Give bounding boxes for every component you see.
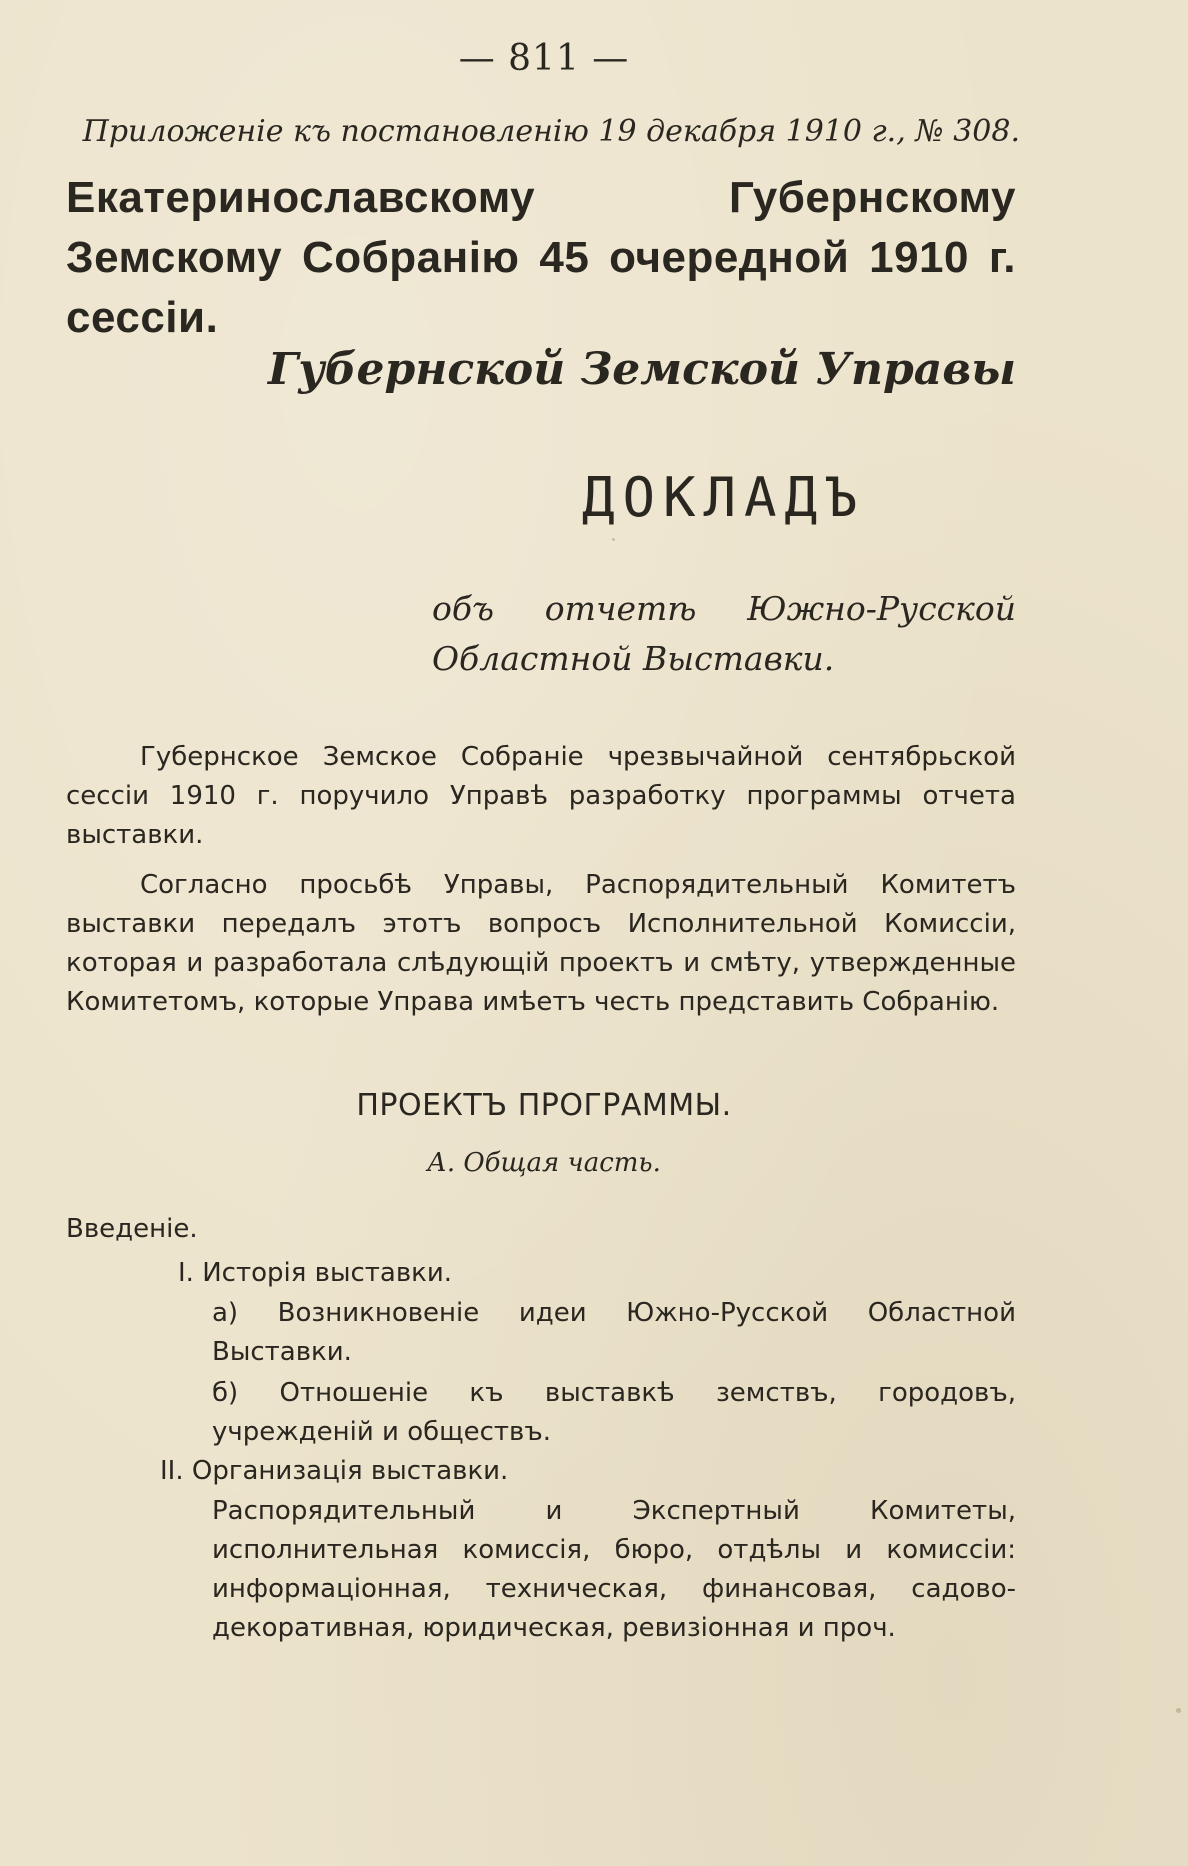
addressee-heading: Екатеринославскому Губернскому Земскому Собранiю 45 очередной 1910 г. сессiи. <box>66 173 1016 342</box>
paper-speck <box>612 538 615 541</box>
section-heading: ПРОЕКТЪ ПРОГРАММЫ. <box>356 1088 732 1123</box>
outline-item-2-text: Распорядительный и Экспертный Комитеты, исполнительная комиссiя, бюро, отдѣлы и комиссiи: информацiонная, техническая, финансовая, садово-декоративная, юридическая, ревизiонная и проч. <box>212 1496 1016 1643</box>
page-number: — 811 — <box>458 38 630 79</box>
subsection-heading: А. Общая часть. <box>427 1148 661 1178</box>
outline-item-1a: а) Возникновенiе идеи Южно-Русской Областной Выставки. <box>212 1298 1016 1367</box>
report-subject: объ отчетѣ Южно-Русской Областной Выставки. <box>432 589 1016 678</box>
paper-speck <box>1176 1708 1181 1713</box>
authority-line: Губернской Земской Управы <box>268 344 1016 395</box>
document-title: ДОКЛАДЪ <box>582 466 866 529</box>
outline-item-2-title: II. Организацiя выставки. <box>160 1456 509 1486</box>
outline-intro: Введенiе. <box>66 1214 198 1244</box>
paragraph-2: Согласно просьбѣ Управы, Распорядительный Комитетъ выставки передалъ этотъ вопросъ Исполнительной Комиссiи, которая и разработала слѣдующiй проектъ и смѣту, утвержденные Комитетомъ, которые Управа имѣетъ честь представить Собранiю. <box>66 870 1016 1017</box>
appendix-note: Приложенiе къ постановленiю 19 декабря 1910 г., № 308. <box>82 114 1020 149</box>
paragraph-1: Губернское Земское Собранiе чрезвычайной сентябрьской сессiи 1910 г. поручило Управѣ разработку программы отчета выставки. <box>66 742 1016 850</box>
outline-item-1b: б) Отношенiе къ выставкѣ земствъ, городовъ, учрежденiй и обществъ. <box>212 1378 1016 1447</box>
outline-item-1-title: I. Исторiя выставки. <box>178 1258 453 1288</box>
